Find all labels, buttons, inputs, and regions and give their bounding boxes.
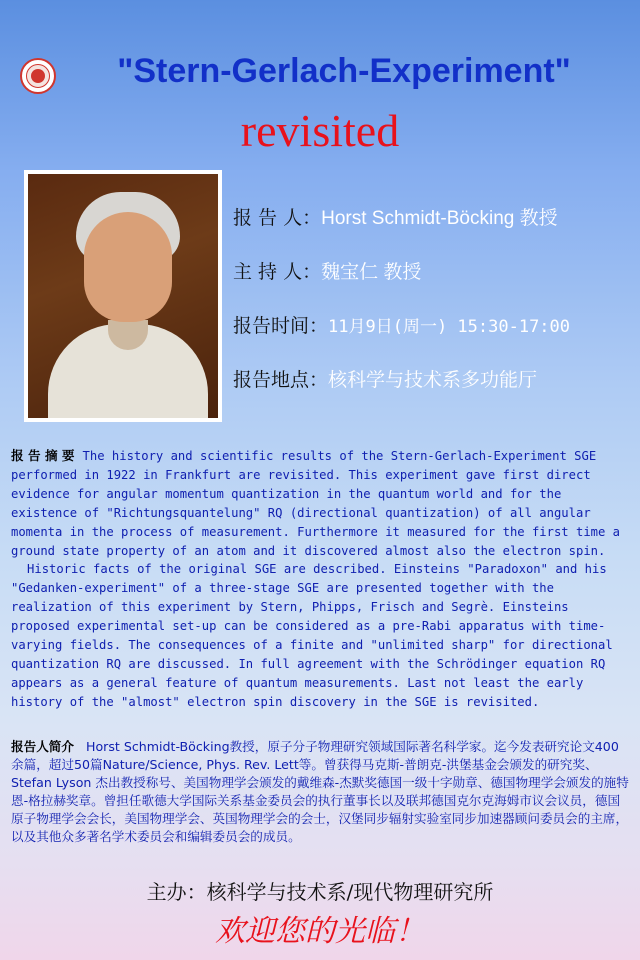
place-row bbox=[233, 365, 537, 392]
photo-face bbox=[84, 212, 172, 322]
university-logo bbox=[20, 58, 56, 94]
host-value: 魏宝仁 教授 bbox=[321, 262, 422, 283]
bio-text: Horst Schmidt-Böcking教授，原子分子物理研究领域国际著名科学家。迄今发表研究论文400余篇，超过50篇Nature/Science, Phys. Rev. Lett等。曾获得马克斯-普朗克-洪堡基金会颁发的研究奖、 Stefan Lyson 杰出教授称号、美国物理学会颁发的戴维森-杰默奖德国一级十字勋章、德国物理学会颁发的施特恩-格拉赫奖章。曾担任歌德大学国际关系基金委员会的执行董事长以及联邦德国克尔克海姆市议会议员，德国原子物理学会会长，美国物理学会、英国物理学会的会士，汉堡同步辐射实验室同步加速器顾问委员会的主席，以及其他众多著名学术委员会和编辑委员会的成员。 bbox=[11, 739, 629, 844]
bio-heading: 报告人简介 bbox=[11, 739, 74, 754]
abstract-section bbox=[11, 447, 629, 712]
speaker-value: Horst Schmidt-Böcking 教授 bbox=[321, 208, 558, 229]
host-row bbox=[233, 257, 421, 284]
title-line-1: "Stern-Gerlach-Experiment" bbox=[117, 52, 571, 90]
abstract-paragraph-1: The history and scientific results of the Stern-Gerlach-Experiment SGE performed in 1922 in Frankfurt are revisited. This experiment gave first direct evidence for angular momentum quantization in the quantum world and for the existence of "Richtungsquantelung" RQ (directional quantization) of all angular momenta in the process of measurement. Furthermore it measured for the first time a ground state property of an atom and it discovered almost also the electron spin. bbox=[11, 449, 621, 558]
organizer-line: 主办：核科学与技术系/现代物理研究所 bbox=[146, 880, 494, 904]
time-label: 报告时间： bbox=[233, 315, 329, 337]
bio-section bbox=[11, 738, 629, 845]
time-value: 11月9日(周一) 15:30-17:00 bbox=[328, 317, 571, 337]
logo-emblem bbox=[31, 69, 45, 83]
host-label: 主 持 人： bbox=[233, 261, 322, 283]
welcome-line: 欢迎您的光临！ bbox=[215, 914, 425, 949]
place-label: 报告地点： bbox=[233, 369, 329, 391]
place-value: 核科学与技术系多功能厅 bbox=[328, 370, 538, 391]
title-line-2: revisited bbox=[240, 105, 400, 156]
speaker-label: 报 告 人： bbox=[233, 207, 322, 229]
time-row bbox=[233, 311, 570, 338]
speaker-photo bbox=[24, 170, 222, 422]
abstract-paragraph-2: Historic facts of the original SGE are described. Einsteins "Paradoxon" and his "Gedanken-experiment" of a three-stage SGE are presented together with the realization of this experiment by Stern, Phipps, Frisch and Segrè. Einsteins proposed experimental set-up can be considered as a pre-Rabi apparatus with time-varying fields. The consequences of a finite and "unlimited sharp" for directional quantization RQ are discussed. In full agreement with the Schrödinger equation RQ appears as a general feature of quantum measurements. Last not least the early history of the "almost" electron spin discovery in the SGE is revisited. bbox=[11, 562, 613, 709]
abstract-heading: 报 告 摘 要 bbox=[11, 448, 75, 463]
speaker-row bbox=[233, 203, 558, 230]
